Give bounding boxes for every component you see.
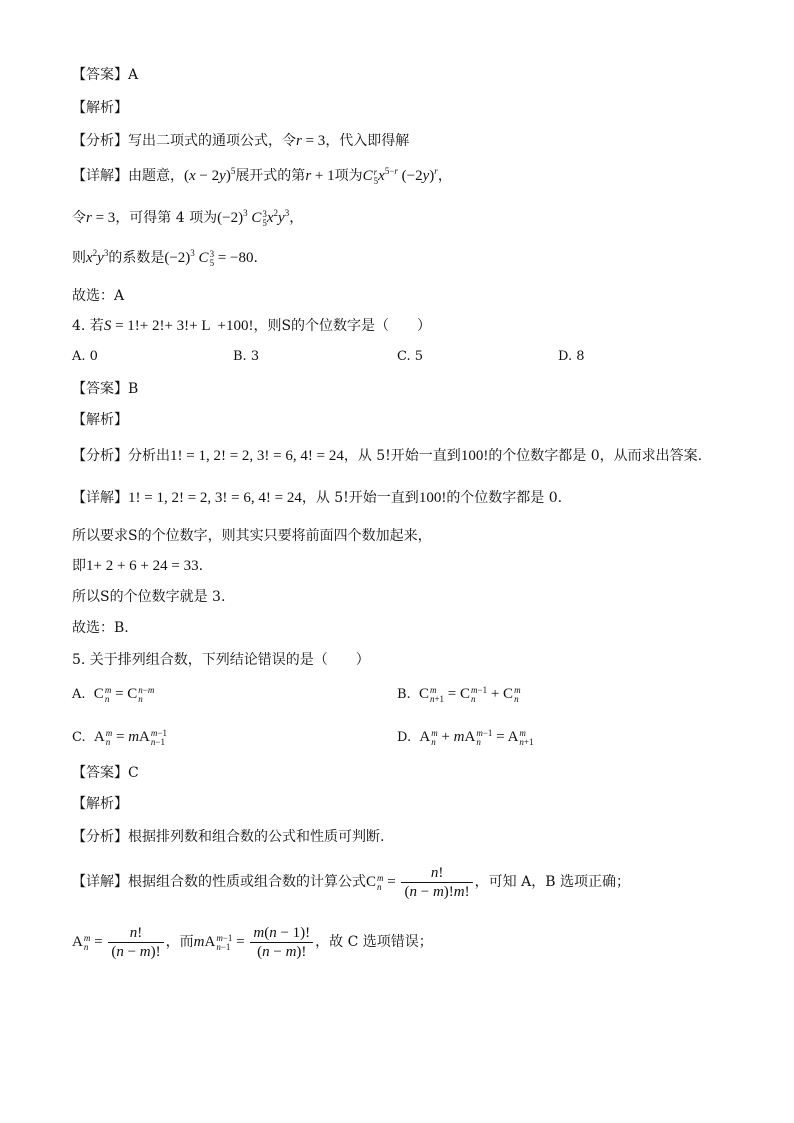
q4-analysis-heading <box>72 410 128 430</box>
xiangjie-text: 根据组合数的性质或组合数的计算公式 <box>128 874 366 890</box>
text: 即 <box>72 558 86 574</box>
formula: A m n = $\frac{n!}{(n - m)!}$ <box>72 934 166 950</box>
text: 所以S的个位数字就是 3. <box>72 589 226 605</box>
analysis-tag: 【解析】 <box>72 100 128 116</box>
q3-fenxi-line: 【分析】写出二项式的通项公式，令r = 3，代入即得解 <box>72 133 410 149</box>
option-label: B. <box>397 687 411 702</box>
formula: r = 3 <box>86 210 116 226</box>
formula: 100! <box>460 448 489 464</box>
q4-line-so2 <box>72 587 225 607</box>
formula: 100! <box>418 490 447 506</box>
q3-line2: 令r = 3，可得第 4 项为$(-2)^3$ C 3 5 $x^2y^3$， <box>72 208 304 228</box>
fenxi-tag: 【分析】 <box>72 448 128 464</box>
option-label: C. <box>72 730 86 745</box>
text: 的系数是 <box>108 250 165 266</box>
q5-option-d <box>397 727 533 748</box>
q4-line-so <box>72 526 432 546</box>
formula: C r 5 $x^{5-r}$ $(-2y)^r$ <box>362 166 438 186</box>
answer-tag: 【答案】 <box>72 67 128 83</box>
q5-fenxi-line <box>72 827 384 847</box>
q4-guxuan <box>72 618 129 638</box>
fenxi-text: 根据排列数和组合数的公式和性质可判断. <box>128 829 385 845</box>
fenxi-tag: 【分析】 <box>72 829 128 845</box>
xiangjie-tag: 【详解】 <box>72 168 128 184</box>
text: ，故 C 选项错误； <box>315 934 433 950</box>
fenxi-text: ，从 5!开始一直到 <box>343 448 461 464</box>
answer-tag: 【答案】 <box>72 765 128 781</box>
formula: r <box>296 133 302 149</box>
option-label: A. <box>72 687 86 702</box>
formula: $(-2)^3$ C 3 5 = −80 <box>164 248 254 268</box>
fenxi-text: 写出二项式的通项公式，令 <box>128 133 296 149</box>
xiangjie-text: 展开式的第 <box>235 168 306 184</box>
q4-xiangjie-line <box>72 488 562 508</box>
choice-text: 故选：B. <box>72 620 129 636</box>
q3-guxuan <box>72 286 124 306</box>
formula: A m n + mA m−1 n = A m n+1 <box>419 727 534 747</box>
formula: 1+ 2 + 6 + 24 = 33 <box>86 558 199 574</box>
analysis-tag: 【解析】 <box>72 412 128 428</box>
text: 令 <box>72 210 86 226</box>
answer-value: C <box>128 765 139 781</box>
analysis-tag: 【解析】 <box>72 796 128 812</box>
question-stem: 5. 关于排列组合数，下列结论错误的是（ ） <box>72 652 370 668</box>
formula: S = 1!+ 2!+ 3!+ L +100! <box>103 318 254 334</box>
fenxi-tag: 【分析】 <box>72 133 128 149</box>
q4-line-ji <box>72 556 203 576</box>
text: . <box>198 558 204 574</box>
xiangjie-text: 由题意， <box>128 168 184 184</box>
q4-fenxi-line <box>72 446 702 466</box>
choice-text: 故选：A <box>72 288 125 304</box>
q4-option-c: C. 5 <box>397 349 424 364</box>
fenxi-text: 分析出 <box>128 448 170 464</box>
option-label: D. <box>397 730 412 745</box>
fenxi-text: ，代入即得解 <box>325 133 410 149</box>
q4-option-b: B. 3 <box>233 349 260 364</box>
text: ，可得第 4 项为 <box>115 210 218 226</box>
q3-answer-line <box>72 65 138 85</box>
q5-last-line <box>72 922 433 962</box>
formula: A m n = mA m−1 n−1 <box>93 727 167 747</box>
formula: C m n = $\frac{n!}{(n - m)!m!}$ <box>366 874 475 890</box>
q3-analysis-heading <box>72 98 128 118</box>
text: 则 <box>72 250 86 266</box>
question-stem: 4. 若 <box>72 318 104 334</box>
formula: $(x - 2y)^5$ <box>184 166 236 184</box>
xiangjie-text: ，从 5!开始一直到 <box>301 490 419 506</box>
q5-option-c <box>72 727 167 748</box>
xiangjie-tag: 【详解】 <box>72 874 128 890</box>
q4-answer-line <box>72 379 138 399</box>
text: 所以要求S的个位数字，则其实只要将前面四个数加起来， <box>72 528 432 544</box>
q4-option-a: A. 0 <box>72 349 98 364</box>
xiangjie-text: ，可知 A，B 选项正确； <box>474 874 630 890</box>
formula: r + 1 <box>305 168 335 184</box>
xiangjie-text: 的个位数字都是 0. <box>446 490 563 506</box>
q5-option-b <box>397 684 521 705</box>
q5-option-a <box>72 684 154 705</box>
q5-stem <box>72 650 370 670</box>
formula: 1! = 1, 2! = 2, 3! = 6, 4! = 24 <box>128 490 302 506</box>
q3-line3: 则$x^2y^3$的系数是$(-2)^3$ C 3 5 = −80. <box>72 248 258 268</box>
q4-stem <box>72 316 431 336</box>
answer-value: B <box>128 381 139 397</box>
formula: mA m−1 n−1 = $\frac{m(n - 1)!}{(n - m)!}$ <box>194 934 316 950</box>
q5-answer-line <box>72 763 139 783</box>
answer-value: A <box>128 67 139 83</box>
q5-xiangjie-line <box>72 862 630 902</box>
text: ，而 <box>165 934 194 950</box>
formula: $(-2)^3$ C 3 5 $x^2y^3$ <box>217 208 290 228</box>
question-stem: ，则S的个位数字是（ ） <box>253 318 432 334</box>
fenxi-text: 的个位数字都是 0，从而求出答案. <box>488 448 703 464</box>
answer-tag: 【答案】 <box>72 381 128 397</box>
formula: C m n+1 = C m−1 n + C m n <box>418 684 521 704</box>
formula: C m n = C n−m n <box>93 684 155 704</box>
q4-option-d: D. 8 <box>558 349 585 364</box>
q5-analysis-heading <box>72 794 128 814</box>
xiangjie-tag: 【详解】 <box>72 490 128 506</box>
formula: $x^2y^3$ <box>86 248 109 266</box>
xiangjie-text: 项为 <box>334 168 363 184</box>
q3-xiangjie-line: 【详解】由题意，$(x - 2y)^5$展开式的第r + 1项为C r 5 $x^{5-r}$ $(-2y)^r$， <box>72 166 452 186</box>
formula: 1! = 1, 2! = 2, 3! = 6, 4! = 24 <box>170 448 344 464</box>
